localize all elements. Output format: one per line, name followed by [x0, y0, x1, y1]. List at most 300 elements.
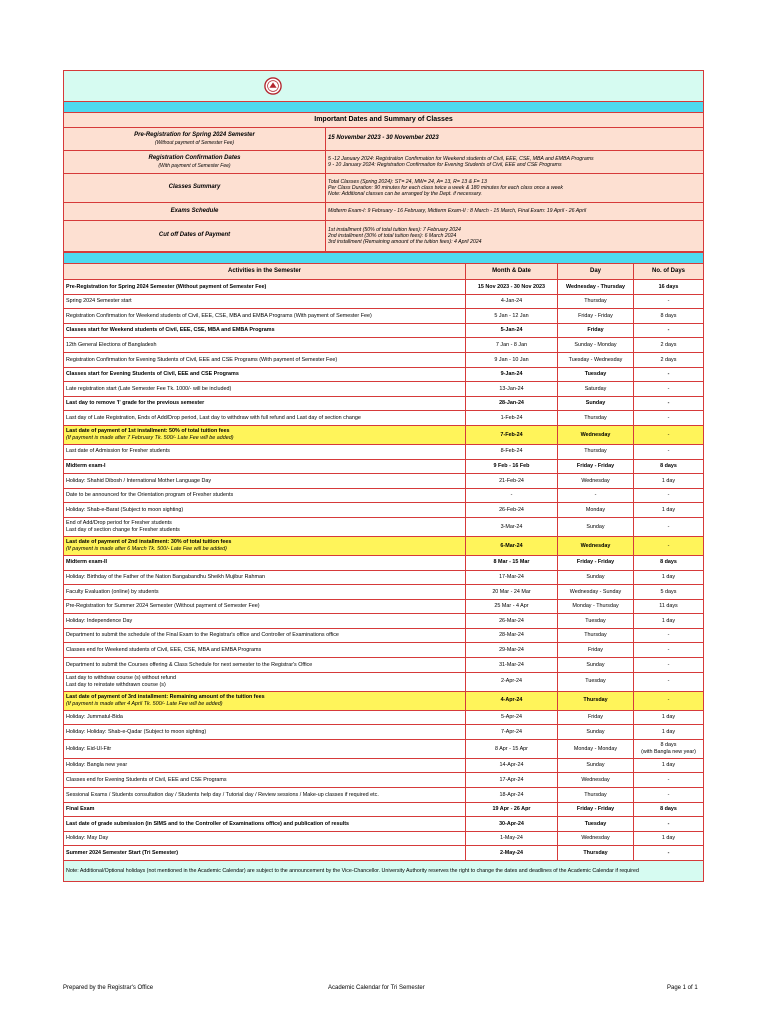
- table-row[interactable]: [64, 725, 704, 740]
- day-cell: [558, 585, 634, 600]
- activity-text: Holiday: May Day: [66, 835, 109, 842]
- activity-cell: [64, 444, 466, 459]
- table-row[interactable]: [64, 788, 704, 803]
- day-cell-text: -: [594, 492, 597, 499]
- summary-value-line: Per Class Duration: 90 minutes for each class twice a week & 180 minutes for each class once a week: [328, 184, 563, 191]
- activity-text: End of Add/Drop period for Fresher students: [66, 520, 172, 527]
- summary-sublabel: (With payment of Semester Fee): [158, 162, 231, 169]
- date-cell: [466, 536, 558, 555]
- activity-text: Last date of payment of 3rd installment: Remaining amount of the tuition fees: [66, 694, 265, 701]
- activity-text: Last date of payment of 1st installment: 50% of total tuition fees: [66, 428, 230, 435]
- activity-text: Midterm exam-I: [66, 463, 106, 470]
- table-row[interactable]: [64, 382, 704, 397]
- days-cell: [634, 309, 704, 324]
- activity-text: Holiday: Holiday: Shab-e-Qadar (Subject to moon sighting): [66, 728, 207, 735]
- summary-label: [64, 221, 326, 252]
- days-cell: [634, 599, 704, 614]
- table-row[interactable]: [64, 599, 704, 614]
- days-cell-text: -: [667, 697, 670, 704]
- date-cell-text: 31-Mar-24: [499, 661, 524, 668]
- summary-title: Important Dates and Summary of Classes: [63, 112, 704, 127]
- date-cell: [466, 846, 558, 861]
- activity-cell: [64, 643, 466, 658]
- days-cell: [634, 614, 704, 629]
- date-cell-text: 7-Feb-24: [500, 431, 523, 438]
- date-cell: [466, 788, 558, 803]
- date-cell: [466, 474, 558, 489]
- table-row[interactable]: [64, 614, 704, 629]
- days-cell-text: -: [667, 776, 670, 783]
- day-cell-text: Sunday: [586, 762, 605, 769]
- date-cell: [466, 643, 558, 658]
- date-cell-text: 25 Mar - 4 Apr: [494, 603, 529, 610]
- day-cell: [558, 352, 634, 367]
- summary-value-line: Total Classes (Spring 2024): ST= 24, MW= 24, A= 13, R= 13 & F= 13: [328, 178, 487, 185]
- table-row[interactable]: [64, 338, 704, 353]
- summary-value-line: 1st installment (50% of total tuition fees): 7 February 2024: [328, 226, 461, 233]
- activity-cell: [64, 536, 466, 555]
- day-cell-text: Friday: [587, 327, 604, 334]
- activity-cell: [64, 294, 466, 309]
- activity-cell: [64, 614, 466, 629]
- summary-sublabel: (Without payment of Semester Fee): [154, 139, 235, 146]
- day-cell: [558, 444, 634, 459]
- day-cell-text: Tuesday - Wednesday: [568, 356, 623, 363]
- activity-text: Final Exam: [66, 806, 95, 813]
- days-cell-text: 1 day: [661, 714, 676, 721]
- activity-cell: [64, 309, 466, 324]
- activity-subtext: (If payment is made after 7 February Tk. 500/- Late Fee will be added): [66, 434, 234, 441]
- table-row[interactable]: [64, 710, 704, 725]
- days-cell: [634, 444, 704, 459]
- activity-text: Holiday: Shahid Dibosh / International Mother Language Day: [66, 477, 212, 484]
- activity-cell: [64, 802, 466, 817]
- day-cell: [558, 710, 634, 725]
- summary-row: [64, 128, 704, 151]
- date-cell-text: 8-Feb-24: [500, 448, 523, 455]
- date-cell-text: 4-Apr-24: [500, 697, 523, 704]
- activity-cell: [64, 788, 466, 803]
- days-cell-text: 8 days: [660, 559, 677, 566]
- day-cell-text: Sunday: [586, 574, 605, 581]
- footer-left: Prepared by the Registrar's Office: [63, 985, 154, 991]
- day-cell: [558, 691, 634, 710]
- table-row[interactable]: [64, 367, 704, 382]
- date-cell: [466, 352, 558, 367]
- days-cell: [634, 488, 704, 503]
- day-cell: [558, 323, 634, 338]
- summary-value: [326, 128, 704, 151]
- day-cell: [558, 396, 634, 411]
- day-cell: [558, 614, 634, 629]
- activity-text: Department to submit the Courses offering & Class Schedule for next semester to the Registrar's Office: [66, 661, 313, 668]
- date-cell-text: 2-Apr-24: [501, 678, 522, 685]
- day-cell: [558, 802, 634, 817]
- activity-cell: [64, 474, 466, 489]
- day-cell: [558, 294, 634, 309]
- day-cell-text: Friday - Friday: [576, 806, 615, 813]
- day-cell-text: Sunday: [586, 661, 605, 668]
- activity-cell: [64, 672, 466, 691]
- day-cell-text: Wednesday: [580, 542, 611, 549]
- day-cell-text: Friday - Friday: [578, 312, 613, 319]
- day-cell: [558, 739, 634, 758]
- date-cell: [466, 555, 558, 570]
- activity-text: Pre-Registration for Summer 2024 Semester (Without payment of Semester Fee): [66, 603, 260, 610]
- activity-text: Last day to remove 'I' grade for the previous semester: [66, 400, 205, 407]
- summary-row: [64, 151, 704, 174]
- activity-text: Last day of Late Registration, Ends of Add/Drop period, Last day to withdraw with full refund and Last day of section change: [66, 414, 361, 421]
- days-cell: [634, 788, 704, 803]
- activity-cell: [64, 773, 466, 788]
- day-cell: [558, 459, 634, 474]
- days-cell: [634, 474, 704, 489]
- activity-text: Holiday: Jummatul-Bida: [66, 714, 123, 721]
- days-cell: [634, 585, 704, 600]
- summary-label-text: Cut off Dates of Payment: [158, 232, 231, 239]
- activity-text: Date to be announced for the Orientation program of Fresher students: [66, 492, 234, 499]
- date-cell-text: 29-Mar-24: [499, 647, 524, 654]
- days-cell: [634, 739, 704, 758]
- activity-text: Sessional Exams / Students consultation day / Students help day / Tutorial day / Review sessions / Make-up classes if required etc.: [66, 791, 379, 798]
- activity-text: Classes end for Evening Students of Civil, EEE and CSE Programs: [66, 776, 227, 783]
- day-cell: [558, 425, 634, 444]
- table-row[interactable]: [64, 459, 704, 474]
- activity-cell: [64, 758, 466, 773]
- day-cell: [558, 382, 634, 397]
- summary-table: [63, 127, 704, 252]
- day-cell-text: Thursday: [584, 414, 607, 421]
- day-cell: [558, 628, 634, 643]
- activity-text: Late registration start (Late Semester Fee Tk. 1000/- will be included): [66, 385, 232, 392]
- date-cell: [466, 367, 558, 382]
- day-cell: [558, 846, 634, 861]
- date-cell-text: 8 Mar - 15 Mar: [493, 559, 530, 566]
- day-cell: [558, 474, 634, 489]
- note-text: Note: Additional/Optional holidays (not mentioned in the Academic Calendar) are subject to the announcement by the Vice-Chancellor. University Authority reserves the right to change the dates and deadlines of the Academic Calendar if required: [64, 861, 704, 882]
- summary-row: [64, 221, 704, 252]
- date-cell-text: 1-Feb-24: [500, 414, 523, 421]
- days-cell-text: 1 day: [661, 506, 676, 513]
- table-row[interactable]: [64, 555, 704, 570]
- days-cell: [634, 570, 704, 585]
- calendar-sheet: [63, 70, 704, 882]
- day-cell-text: Sunday: [585, 400, 606, 407]
- day-cell-text: Monday - Thursday: [572, 603, 619, 610]
- date-cell: [466, 585, 558, 600]
- date-cell-text: -: [510, 492, 513, 499]
- date-cell: [466, 599, 558, 614]
- activity-text: Holiday: Eid-Ul-Fitr: [66, 745, 112, 752]
- date-cell-text: 17-Apr-24: [499, 776, 524, 783]
- activity-cell: [64, 710, 466, 725]
- days-cell-text: -: [667, 327, 670, 334]
- date-cell-text: 5-Jan-24: [500, 327, 523, 334]
- day-cell-text: Wednesday: [581, 477, 610, 484]
- table-row[interactable]: [64, 294, 704, 309]
- days-cell-subtext: (with Bangla new year): [641, 748, 696, 755]
- table-row[interactable]: [64, 425, 704, 444]
- date-cell-text: 17-Mar-24: [499, 574, 524, 581]
- summary-label-text: Classes Summary: [168, 184, 221, 191]
- day-cell: [558, 643, 634, 658]
- day-cell: [558, 411, 634, 426]
- date-cell: [466, 309, 558, 324]
- day-cell: [558, 773, 634, 788]
- summary-label-text: Registration Confirmation Dates: [148, 155, 241, 162]
- date-cell-text: 9-Jan-24: [500, 371, 523, 378]
- table-row[interactable]: [64, 488, 704, 503]
- column-header-days: No. of Days: [634, 264, 704, 280]
- activity-cell: [64, 555, 466, 570]
- days-cell-text: 11 days: [659, 603, 678, 610]
- days-cell: [634, 425, 704, 444]
- day-cell: [558, 817, 634, 832]
- days-cell-text: -: [667, 492, 670, 499]
- date-cell-text: 6-Mar-24: [500, 542, 523, 549]
- table-row[interactable]: [64, 846, 704, 861]
- table-row[interactable]: [64, 802, 704, 817]
- day-cell-text: Tuesday: [585, 617, 606, 624]
- table-row[interactable]: [64, 411, 704, 426]
- activity-text: Pre-Registration for Spring 2024 Semester (Without payment of Semester Fee): [66, 283, 267, 290]
- table-row[interactable]: [64, 817, 704, 832]
- days-cell-text: 1 day: [661, 762, 676, 769]
- day-cell: [558, 503, 634, 518]
- date-cell: [466, 691, 558, 710]
- table-row[interactable]: [64, 352, 704, 367]
- activity-subtext: Last day of section change for Fresher students: [66, 526, 180, 533]
- activity-text: Summer 2024 Semester Start (Tri Semester): [66, 849, 179, 856]
- date-cell: [466, 831, 558, 846]
- activity-cell: [64, 280, 466, 295]
- days-cell: [634, 691, 704, 710]
- activity-cell: [64, 367, 466, 382]
- activity-cell: [64, 459, 466, 474]
- days-cell: [634, 628, 704, 643]
- day-cell-text: Wednesday: [581, 835, 610, 842]
- activity-text: Department to submit the schedule of the Final Exam to the Registrar's office and Controller of Examinations office: [66, 632, 339, 639]
- days-cell: [634, 725, 704, 740]
- table-row[interactable]: [64, 444, 704, 459]
- note-row: [64, 861, 704, 882]
- table-row[interactable]: [64, 280, 704, 295]
- activity-subtext: (If payment is made after 6 March Tk. 500/- Late Fee will be added): [66, 545, 227, 552]
- days-cell-text: 16 days: [658, 283, 679, 290]
- table-row[interactable]: [64, 474, 704, 489]
- table-row[interactable]: [64, 536, 704, 555]
- day-cell: [558, 788, 634, 803]
- activity-cell: [64, 585, 466, 600]
- activity-cell: [64, 352, 466, 367]
- day-cell-text: Wednesday: [581, 776, 610, 783]
- day-cell-text: Thursday: [584, 632, 607, 639]
- table-row[interactable]: [64, 773, 704, 788]
- day-cell-text: Thursday: [584, 448, 607, 455]
- summary-value-line: Midterm Exam-I: 9 February - 16 February, Midterm Exam-II : 8 March - 15 March, Final Exam: 19 April - 26 April: [328, 208, 587, 215]
- date-cell: [466, 517, 558, 536]
- day-cell-text: Tuesday: [585, 678, 606, 685]
- days-cell: [634, 411, 704, 426]
- date-cell-text: 14-Apr-24: [499, 762, 524, 769]
- date-cell-text: 9 Feb - 16 Feb: [493, 463, 530, 470]
- days-cell: [634, 459, 704, 474]
- activity-cell: [64, 503, 466, 518]
- table-row[interactable]: [64, 691, 704, 710]
- days-cell: [634, 710, 704, 725]
- days-cell: [634, 643, 704, 658]
- days-cell: [634, 323, 704, 338]
- table-row[interactable]: [64, 323, 704, 338]
- days-cell-text: 2 days: [660, 341, 677, 348]
- date-cell: [466, 710, 558, 725]
- footer-right: Page 1 of 1: [667, 985, 698, 991]
- day-cell: [558, 367, 634, 382]
- day-cell-text: Friday: [588, 647, 603, 654]
- date-cell-text: 13-Jan-24: [499, 385, 524, 392]
- table-row[interactable]: [64, 628, 704, 643]
- table-row[interactable]: [64, 585, 704, 600]
- days-cell-text: 5 days: [660, 588, 677, 595]
- days-cell-text: 8 days: [660, 463, 677, 470]
- activity-text: Classes start for Weekend students of Civil, EEE, CSE, MBA and EMBA Programs: [66, 327, 275, 334]
- summary-value-line: 2nd installment (30% of total tuition fees): 6 March 2024: [328, 232, 457, 239]
- day-cell-text: Thursday: [583, 849, 608, 856]
- day-cell: [558, 309, 634, 324]
- activity-text: Classes start for Evening Students of Civil, EEE and CSE Programs: [66, 371, 239, 378]
- days-cell-text: -: [667, 400, 670, 407]
- date-cell-text: 19 Apr - 26 Apr: [492, 806, 531, 813]
- column-header-day: Day: [558, 264, 634, 280]
- days-cell: [634, 382, 704, 397]
- days-cell-text: -: [667, 849, 670, 856]
- activity-text: Midterm exam-II: [66, 559, 108, 566]
- days-cell: [634, 338, 704, 353]
- days-cell: [634, 758, 704, 773]
- date-cell-text: 1-May-24: [500, 835, 523, 842]
- days-cell: [634, 846, 704, 861]
- activity-cell: [64, 846, 466, 861]
- days-cell: [634, 536, 704, 555]
- date-cell-text: 2-May-24: [499, 849, 524, 856]
- day-cell-text: Wednesday: [580, 431, 611, 438]
- activity-text: Spring 2024 Semester start: [66, 298, 132, 305]
- days-cell: [634, 396, 704, 411]
- day-cell: [558, 555, 634, 570]
- day-cell-text: Monday: [585, 506, 606, 513]
- activity-cell: [64, 382, 466, 397]
- activity-text: Last date of grade submission (in SIMS and to the Controller of Examinations office) and publication of results: [66, 820, 350, 827]
- date-cell: [466, 739, 558, 758]
- days-cell-text: -: [667, 820, 670, 827]
- date-cell: [466, 758, 558, 773]
- date-cell-text: 3-Mar-24: [500, 523, 523, 530]
- table-row[interactable]: [64, 570, 704, 585]
- day-cell: [558, 725, 634, 740]
- summary-value-line: 5 -12 January 2024: Registration Confirmation for Weekend students of Civil, EEE, CSE, MBA and EMBA Programs: [328, 155, 594, 162]
- date-cell-text: 9 Jan - 10 Jan: [494, 356, 529, 363]
- day-cell: [558, 672, 634, 691]
- table-row[interactable]: [64, 503, 704, 518]
- day-cell-text: Wednesday - Sunday: [569, 588, 622, 595]
- day-cell-text: Monday - Monday: [573, 745, 618, 752]
- summary-value: [326, 174, 704, 203]
- date-cell-text: 4-Jan-24: [500, 298, 523, 305]
- table-row[interactable]: [64, 758, 704, 773]
- date-cell: [466, 323, 558, 338]
- activity-cell: [64, 628, 466, 643]
- date-cell: [466, 338, 558, 353]
- days-cell: [634, 503, 704, 518]
- activity-text: Last date of payment of 2nd installment: 30% of total tuition fees: [66, 539, 232, 546]
- footer-center: Academic Calendar for Tri Semester: [328, 985, 425, 991]
- table-row[interactable]: [64, 658, 704, 673]
- table-row[interactable]: [64, 672, 704, 691]
- summary-row: [64, 174, 704, 203]
- table-row[interactable]: [64, 517, 704, 536]
- day-cell-text: Friday - Friday: [576, 559, 615, 566]
- days-cell: [634, 817, 704, 832]
- table-row[interactable]: [64, 643, 704, 658]
- date-cell: [466, 488, 558, 503]
- cyan-separator: [63, 252, 704, 263]
- summary-value-line: Note: Additional classes can be arranged by the Dept. if necessary.: [328, 191, 482, 198]
- day-cell: [558, 338, 634, 353]
- activity-cell: [64, 338, 466, 353]
- date-cell: [466, 280, 558, 295]
- summary-label: [64, 128, 326, 151]
- date-cell-text: 20 Mar - 24 Mar: [492, 588, 531, 595]
- day-cell-text: Friday - Friday: [576, 463, 615, 470]
- day-cell-text: Sunday: [586, 728, 605, 735]
- table-row[interactable]: [64, 309, 704, 324]
- activity-text: Holiday: Birthday of the Father of the Nation Bangabandhu Sheikh Mujibur Rahman: [66, 574, 265, 581]
- date-cell-text: 5 Jan - 12 Jan: [494, 312, 529, 319]
- date-cell: [466, 294, 558, 309]
- day-cell: [558, 831, 634, 846]
- days-cell: [634, 352, 704, 367]
- table-row[interactable]: [64, 831, 704, 846]
- day-cell-text: Thursday: [583, 697, 608, 704]
- date-cell: [466, 817, 558, 832]
- day-cell: [558, 570, 634, 585]
- days-cell-text: -: [667, 298, 670, 305]
- days-cell: [634, 294, 704, 309]
- table-row[interactable]: [64, 396, 704, 411]
- days-cell: [634, 802, 704, 817]
- summary-label-text: Exams Schedule: [170, 207, 219, 214]
- days-cell-text: -: [667, 661, 670, 668]
- activity-text: Classes end for Weekend students of Civil, EEE, CSE, MBA and EMBA Programs: [66, 647, 262, 654]
- activity-subtext: Last day to reinstate withdrawn course (s): [66, 681, 166, 688]
- day-cell: [558, 536, 634, 555]
- days-cell-text: -: [667, 385, 670, 392]
- day-cell: [558, 658, 634, 673]
- days-cell-text: -: [667, 791, 670, 798]
- day-cell: [558, 758, 634, 773]
- day-cell: [558, 517, 634, 536]
- summary-label: [64, 203, 326, 221]
- summary-label: [64, 174, 326, 203]
- day-cell-text: Tuesday: [584, 371, 607, 378]
- table-row[interactable]: [64, 739, 704, 758]
- activity-cell: [64, 323, 466, 338]
- summary-value: [326, 203, 704, 221]
- activity-text: Last date of Admission for Fresher students: [66, 448, 170, 455]
- activity-text: Faculty Evaluation (online) by students: [66, 588, 159, 595]
- activity-subtext: (If payment is made after 4 April Tk. 500/- Late Fee will be added): [66, 700, 223, 707]
- activity-text: 12th General Elections of Bangladesh: [66, 341, 157, 348]
